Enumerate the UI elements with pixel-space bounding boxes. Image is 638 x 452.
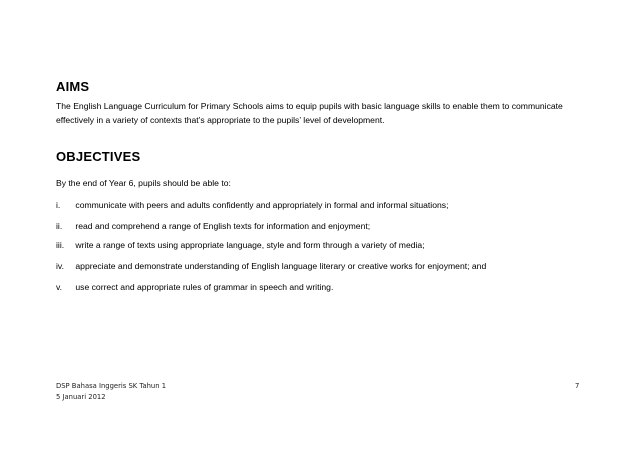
objective-number: i.	[56, 200, 61, 210]
footer-document-title: DSP Bahasa Inggeris SK Tahun 1	[56, 382, 167, 390]
page-number: 7	[575, 382, 580, 390]
objective-number: v.	[56, 282, 63, 292]
objective-item-4	[56, 260, 486, 272]
objectives-heading: OBJECTIVES	[56, 149, 141, 164]
objectives-intro: By the end of Year 6, pupils should be able to:	[56, 178, 231, 188]
objective-item-5	[56, 281, 333, 293]
aims-heading: AIMS	[56, 79, 90, 94]
objective-number: iv.	[56, 261, 64, 271]
objective-number: ii.	[56, 221, 63, 231]
objective-text: read and comprehend a range of English texts for information and enjoyment;	[75, 221, 371, 231]
page-footer	[56, 381, 166, 403]
aims-paragraph: The English Language Curriculum for Primary Schools aims to equip pupils with basic language skills to enable them to communicate effectively in a variety of contexts that’s appropriate to the pupils’ level of development.	[56, 101, 563, 125]
objective-text: write a range of texts using appropriate language, style and form through a variety of media;	[75, 240, 425, 250]
objective-item-2	[56, 220, 370, 232]
objective-text: use correct and appropriate rules of grammar in speech and writing.	[75, 282, 334, 292]
objective-text: communicate with peers and adults confidently and appropriately in formal and informal situations;	[75, 200, 449, 210]
objective-item-3	[56, 239, 425, 251]
footer-date: 5 Januari 2012	[56, 393, 106, 401]
objective-number: iii.	[56, 240, 65, 250]
objective-text: appreciate and demonstrate understanding of English language literary or creative works for enjoyment; and	[75, 261, 487, 271]
objective-item-1	[56, 199, 448, 211]
